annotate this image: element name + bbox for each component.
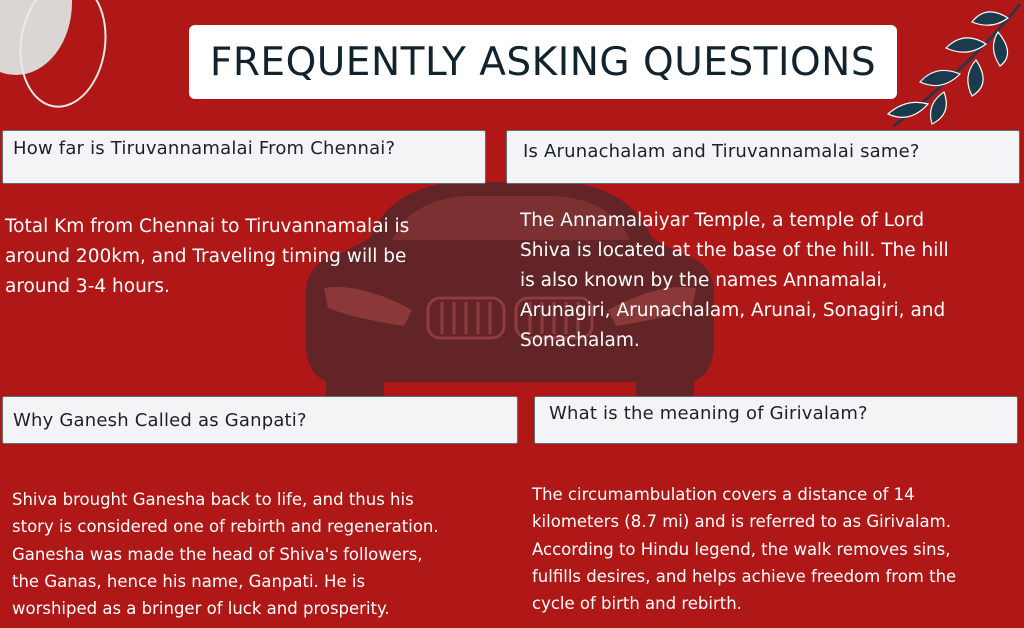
faq-answer-line: around 200km, and Traveling timing will be <box>5 246 407 267</box>
title-box <box>189 25 897 99</box>
faq-question-box-1 <box>2 130 486 184</box>
faq-answer-2 <box>520 206 949 356</box>
faq-question-4: What is the meaning of Girivalam? <box>549 403 868 424</box>
faq-answer-line: Shiva is located at the base of the hill. The hill <box>520 240 949 261</box>
faq-answer-line: The Annamalaiyar Temple, a temple of Lord <box>520 210 925 231</box>
faq-answer-line: around 3-4 hours. <box>5 276 170 297</box>
faq-answer-4 <box>532 481 956 617</box>
faq-answer-line: Arunagiri, Arunachalam, Arunai, Sonagiri, and <box>520 300 946 321</box>
faq-question-box-4 <box>534 396 1018 444</box>
faq-answer-line: Sonachalam. <box>520 330 640 351</box>
faq-answer-line: According to Hindu legend, the walk removes sins, <box>532 539 951 559</box>
faq-answer-line: story is considered one of rebirth and regeneration. <box>12 517 439 537</box>
page-title: FREQUENTLY ASKING QUESTIONS <box>209 39 877 85</box>
faq-answer-line: kilometers (8.7 mi) and is referred to as Girivalam. <box>532 512 951 532</box>
faq-question-box-3 <box>2 396 518 444</box>
faq-question-1: How far is Tiruvannamalai From Chennai? <box>13 138 396 159</box>
circle-ring-decoration <box>12 0 115 113</box>
faq-answer-line: Shiva brought Ganesha back to life, and thus his <box>12 490 414 509</box>
faq-answer-1 <box>5 212 409 302</box>
faq-question-box-2 <box>506 130 1020 184</box>
faq-answer-line: the Ganas, hence his name, Ganpati. He is <box>12 571 366 591</box>
faq-answer-line: fulfills desires, and helps achieve freedom from the <box>532 566 957 586</box>
faq-question-2: Is Arunachalam and Tiruvannamalai same? <box>523 141 920 162</box>
faq-answer-line: cycle of birth and rebirth. <box>532 594 742 614</box>
faq-answer-line: Ganesha was made the head of Shiva's followers, <box>12 544 423 564</box>
faq-answer-line: is also known by the names Annamalai, <box>520 270 888 291</box>
faq-question-3: Why Ganesh Called as Ganpati? <box>13 409 307 431</box>
faq-answer-line: Total Km from Chennai to Tiruvannamalai is <box>5 216 410 237</box>
faq-answer-line: worshiped as a bringer of luck and prosperity. <box>12 599 390 619</box>
faq-answer-line: The circumambulation covers a distance of 14 <box>532 485 915 504</box>
leaf-branch-icon <box>880 0 1024 134</box>
faq-answer-3 <box>12 486 439 622</box>
